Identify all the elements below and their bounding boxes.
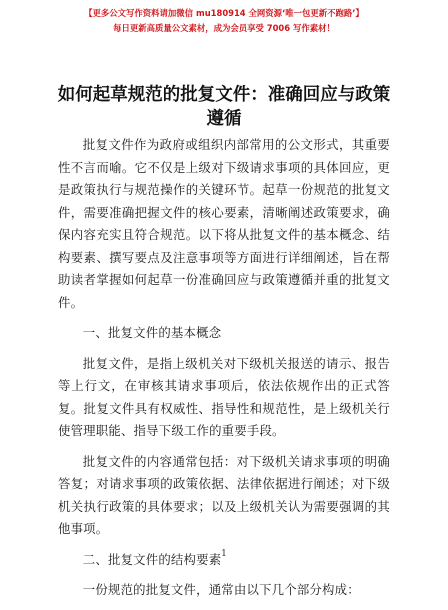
header-banner bbox=[0, 6, 448, 36]
document-title: 如何起草规范的批复文件：准确回应与政策遵循 bbox=[57, 85, 391, 129]
banner-line-2: 每日更新高质量公文素材，成为会员享受 7006 写作素材！ bbox=[113, 23, 335, 33]
document-body bbox=[58, 134, 390, 610]
paragraph-definition: 批复文件，是指上级机关对下级机关报送的请示、报告等上行文，在审核其请求事项后，依法依规作出的正式答复。批复文件具有权威性、指导性和规范性，是上级机关行使管理职能、指导下级工作的重要手段。 bbox=[58, 355, 390, 438]
intro-paragraph: 批复文件作为政府或组织内部常用的公文形式，其重要性不言而喻。它不仅是上级对下级请求事项的具体回应，更是政策执行与规范操作的关键环节。起草一份规范的批复文件，需要准确把握文件的核心要素，清晰阐述政策要求，确保内容充实且符合规范。以下将从批复文件的基本概念、结构要素、撰写要点及注意事项等方面进行详细阐述，旨在帮助读者掌握如何起草一份准确回应与政策遵循并重的批复文件。 bbox=[58, 137, 390, 310]
banner-line-1: 【更多公文写作资料请加微信 mu180914 全网资源‘唯一包更新不跑路’】 bbox=[84, 8, 364, 18]
paragraph-structure: 一份规范的批复文件，通常由以下几个部分构成： bbox=[82, 582, 360, 597]
section-heading-1: 一、批复文件的基本概念 bbox=[82, 325, 222, 340]
page-number: 1 bbox=[221, 549, 227, 559]
section-heading-2: 二、批复文件的结构要素 bbox=[82, 551, 222, 567]
paragraph-content: 批复文件的内容通常包括：对下级机关请求事项的明确答复；对请求事项的政策依据、法律依据进行阐述；对下级机关执行政策的具体要求；以及上级机关认为需要强调的其他事项。 bbox=[58, 453, 390, 536]
